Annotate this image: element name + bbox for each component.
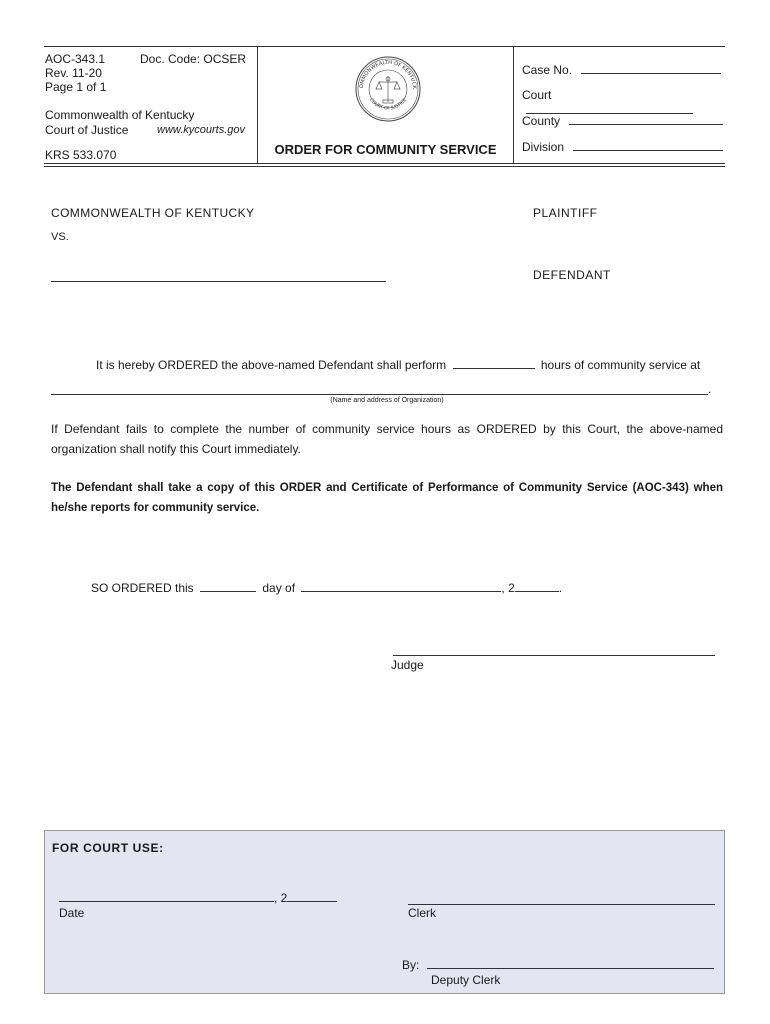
- organization-period: .: [708, 382, 712, 396]
- division-input[interactable]: [573, 139, 723, 151]
- hours-input[interactable]: [453, 357, 535, 369]
- county-input[interactable]: [569, 113, 723, 125]
- seal-outer-text: OMMONWEALTH OF KENTUCK: [358, 59, 418, 89]
- header-bottom-rule: [44, 163, 725, 164]
- versus-label: VS.: [51, 231, 69, 243]
- organization-input[interactable]: [51, 383, 708, 395]
- order-period: .: [558, 581, 563, 595]
- court-use-date-line: [59, 890, 337, 905]
- case-no-input[interactable]: [581, 62, 721, 74]
- form-title: ORDER FOR COMMUNITY SERVICE: [274, 142, 497, 157]
- form-number: AOC-343.1: [45, 52, 106, 66]
- county-label: County: [522, 114, 561, 128]
- judge-signature-input[interactable]: [393, 644, 715, 656]
- statute-reference: KRS 533.070: [45, 148, 117, 162]
- year-prefix: , 2: [501, 581, 515, 595]
- deputy-clerk-signature-input[interactable]: [427, 957, 714, 969]
- by-line: [402, 957, 714, 972]
- header-bottom-rule-2: [44, 166, 725, 167]
- order-month-input[interactable]: [301, 580, 501, 592]
- case-no-label: Case No.: [522, 63, 573, 77]
- kentucky-seal-icon: [355, 56, 421, 122]
- plaintiff-name: COMMONWEALTH OF KENTUCKY: [51, 206, 255, 220]
- so-ordered-line: [91, 580, 562, 595]
- organization-caption: (Name and address of Organization): [330, 397, 444, 404]
- division-field[interactable]: [522, 139, 725, 154]
- defendant-name-input[interactable]: [51, 270, 386, 282]
- page-number: Page 1 of 1: [45, 80, 107, 94]
- by-label: By:: [402, 958, 420, 972]
- judge-label: Judge: [391, 658, 424, 672]
- case-no-field[interactable]: [522, 62, 725, 77]
- date-label: Date: [59, 906, 85, 920]
- order-line: [96, 357, 726, 372]
- order-text-end: hours of community service at: [540, 358, 701, 372]
- copy-instruction-paragraph: The Defendant shall take a copy of this ORDER and Certificate of Performance of Community Service (AOC-343) when he/she reports for community service.: [51, 482, 723, 514]
- court-use-year-input[interactable]: [287, 890, 337, 902]
- website-link[interactable]: www.kycourts.gov: [157, 124, 246, 136]
- county-field[interactable]: [522, 113, 725, 128]
- day-of-label: day of: [262, 581, 296, 595]
- order-day-input[interactable]: [200, 580, 256, 592]
- commonwealth-label: Commonwealth of Kentucky: [45, 108, 195, 122]
- revision: Rev. 11-20: [45, 66, 102, 80]
- clerk-signature-input[interactable]: [408, 893, 715, 905]
- order-year-input[interactable]: [515, 580, 559, 592]
- division-label: Division: [522, 140, 565, 154]
- failure-paragraph: If Defendant fails to complete the number of community service hours as ORDERED by this Court, the above-named organization shall notify this Court immediately.: [51, 422, 723, 456]
- order-text-start: It is hereby ORDERED the above-named Defendant shall perform: [96, 358, 447, 372]
- court-use-heading: FOR COURT USE:: [52, 841, 164, 855]
- plaintiff-label: PLAINTIFF: [533, 206, 598, 220]
- court-use-date-input[interactable]: [59, 890, 274, 902]
- clerk-label: Clerk: [408, 906, 437, 920]
- court-of-justice-label: Court of Justice: [45, 123, 129, 137]
- court-use-box: [44, 830, 725, 994]
- header-top-rule: [44, 46, 725, 47]
- deputy-clerk-label: Deputy Clerk: [431, 973, 501, 987]
- so-ordered-label: SO ORDERED this: [91, 581, 194, 595]
- header-divider-right: [513, 46, 514, 163]
- court-label: Court: [522, 88, 552, 102]
- seal-inner-text: COURT OF JUSTICE: [368, 97, 408, 112]
- defendant-label: DEFENDANT: [533, 268, 611, 282]
- doc-code: Doc. Code: OCSER: [140, 52, 247, 66]
- court-use-year-prefix: , 2: [274, 891, 288, 905]
